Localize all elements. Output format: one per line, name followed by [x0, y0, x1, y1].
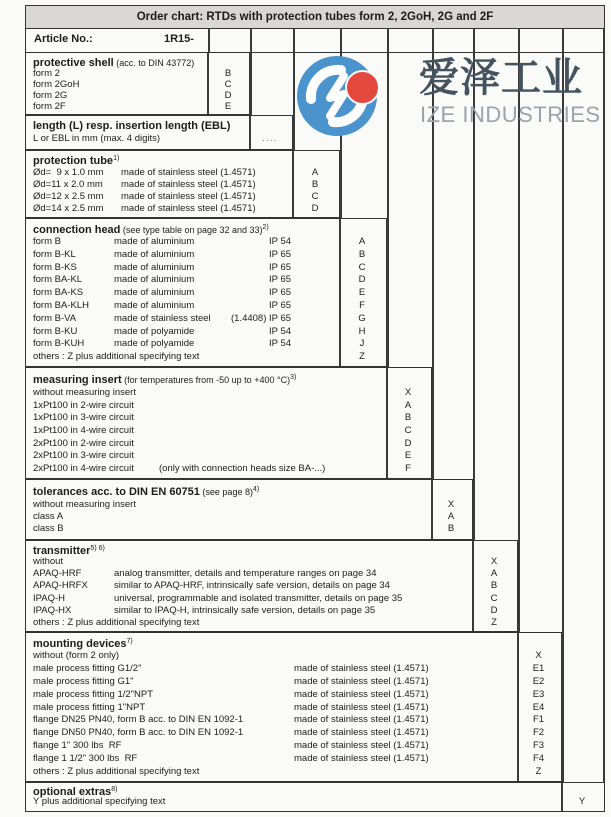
row-label: 2xPt100 in 2-wire circuit: [33, 437, 134, 449]
order-row: [26, 387, 431, 400]
grid-vline: [250, 28, 252, 115]
row-label: flange 1 1/2" 300 lbs RF: [33, 753, 138, 765]
article-no-value: 1R15-: [164, 33, 194, 45]
section-optional-extras: [25, 782, 605, 812]
order-row: [26, 313, 386, 326]
order-code: F1: [532, 714, 545, 726]
row-label: form B-KS: [33, 261, 77, 273]
row-label: male process fitting 1"NPT: [33, 701, 146, 713]
row-label: form 2G: [33, 90, 68, 101]
order-row: [26, 274, 386, 287]
section-footnote: 7): [126, 638, 133, 645]
row-ip: IP 65: [269, 274, 292, 286]
order-row: [26, 167, 339, 179]
section-protection-tube: [25, 150, 340, 218]
order-row: [26, 556, 517, 568]
order-row: [26, 249, 386, 262]
row-desc: universal, programmable and isolated transmitter, details on page 35: [114, 592, 403, 604]
grid-vline: [518, 28, 520, 632]
row-desc: made of stainless steel (1.4571): [294, 740, 429, 752]
order-row: [26, 79, 249, 90]
order-code: E: [358, 287, 366, 299]
row-label: others : Z plus additional specifying text: [33, 766, 200, 778]
section-length: [25, 115, 293, 150]
order-code: D: [311, 203, 319, 214]
order-code: E3: [532, 688, 545, 700]
order-code: Z: [535, 766, 542, 778]
order-code: D: [404, 437, 412, 449]
order-row: [26, 400, 431, 413]
order-code: B: [224, 68, 232, 79]
section-title: protective shell: [33, 57, 114, 69]
order-row: [26, 132, 292, 145]
row-label: APAQ-HRFX: [33, 580, 88, 592]
row-label: 1xPt100 in 3-wire circuit: [33, 412, 134, 424]
order-row: [26, 702, 561, 715]
row-desc: made of stainless steel (1.4571): [121, 203, 256, 214]
section-connection-head: [25, 218, 387, 367]
order-row: [26, 236, 386, 249]
section-footnote: 2): [262, 224, 269, 231]
section-mounting-devices: [25, 632, 562, 782]
section-rows: [26, 236, 386, 364]
row-desc: analog transmitter, details and temperature ranges on page 34: [114, 568, 377, 580]
order-code: B: [490, 580, 498, 592]
row-ip: IP 54: [269, 236, 292, 247]
order-row: [26, 714, 561, 727]
order-code: J: [359, 338, 365, 350]
row-desc: made of stainless steel (1.4571): [121, 191, 256, 202]
order-code: A: [490, 568, 498, 580]
section-footnote: 5) 6): [90, 545, 105, 552]
order-row: [26, 523, 472, 535]
order-row: [26, 425, 431, 438]
section-header: [26, 541, 517, 556]
order-code: A: [358, 236, 366, 247]
order-code: B: [358, 248, 366, 260]
order-code: Y: [578, 796, 586, 807]
order-code: Z: [491, 616, 497, 628]
section-title: transmitter: [33, 545, 91, 557]
row-desc: made of stainless steel (1.4571): [294, 727, 429, 739]
row-label: Ød=11 x 2.0 mm: [33, 179, 103, 190]
section-protective-shell: [25, 52, 250, 115]
row-ip: IP 65: [269, 312, 292, 324]
section-note: (for temperatures from -50 up to +400 °C): [121, 375, 291, 385]
order-row: [26, 90, 249, 101]
order-code: B: [447, 523, 455, 534]
order-code: C: [311, 191, 319, 202]
section-measuring-insert: [25, 367, 432, 479]
watermark-english-text: IZE INDUSTRIES: [420, 102, 601, 127]
order-row: [26, 796, 604, 808]
row-desc: made of aluminium: [114, 287, 195, 299]
watermark-chinese-text: 爱泽工业: [419, 56, 583, 100]
section-rows: [26, 650, 561, 779]
row-ip: IP 65: [269, 299, 292, 311]
row-label: Y plus additional specifying text: [33, 796, 166, 807]
row-extra: (1.4408): [231, 312, 267, 324]
row-label: IPAQ-HX: [33, 604, 72, 616]
row-label: form 2F: [33, 101, 66, 112]
row-label: 1xPt100 in 2-wire circuit: [33, 399, 134, 411]
section-title: tolerances acc. to DIN EN 60751: [33, 486, 200, 498]
order-code: B: [404, 412, 412, 424]
order-row: [26, 568, 517, 580]
section-rows: [26, 167, 339, 215]
ize-logo-icon: [297, 56, 377, 136]
section-rows: [26, 499, 472, 535]
order-code: X: [447, 499, 455, 510]
row-label: form B-KUH: [33, 338, 85, 350]
order-row: [26, 663, 561, 676]
section-rows: [26, 796, 604, 808]
order-code: ....: [262, 134, 278, 143]
order-code: Z: [359, 351, 365, 363]
order-code: E1: [532, 662, 545, 674]
grid-vline: [293, 28, 295, 150]
section-header: [26, 219, 386, 236]
row-desc: made of aluminium: [114, 261, 195, 273]
ize-logo-red-dot-icon: [345, 70, 380, 105]
row-label: Ød=12 x 2.5 mm: [33, 191, 104, 202]
grid-vline: [473, 28, 475, 540]
row-ip: IP 54: [269, 325, 292, 337]
row-label: Ød= 9 x 1.0 mm: [33, 167, 104, 178]
order-code: F: [359, 299, 365, 311]
grid-vline: [387, 28, 389, 367]
order-row: [26, 605, 517, 617]
section-rows: [26, 68, 249, 112]
grid-vline: [562, 28, 564, 782]
row-label: without measuring insert: [33, 387, 136, 398]
row-label: form BA-KLH: [33, 299, 89, 311]
order-row: [26, 593, 517, 605]
order-row: [26, 351, 386, 364]
order-code: A: [404, 399, 412, 411]
row-desc: made of aluminium: [114, 274, 195, 286]
section-title: measuring insert: [33, 374, 122, 386]
order-row: [26, 438, 431, 451]
row-ip: IP 65: [269, 287, 292, 299]
order-row: [26, 580, 517, 592]
grid-vline: [432, 28, 434, 479]
order-row: [26, 463, 431, 476]
order-row: [26, 753, 561, 766]
row-desc: similar to IPAQ-H, intrinsically safe version, details on page 35: [114, 604, 376, 616]
row-desc: made of stainless steel (1.4571): [294, 714, 429, 726]
row-label: without (form 2 only): [33, 650, 120, 661]
row-label: form B-KL: [33, 248, 76, 260]
section-footnote: 3): [290, 374, 297, 381]
order-row: [26, 287, 386, 300]
order-row: [26, 412, 431, 425]
row-label: class A: [33, 511, 64, 522]
row-desc: made of aluminium: [114, 248, 195, 260]
order-row: [26, 617, 517, 629]
row-ip: IP 65: [269, 248, 292, 260]
order-code: E2: [532, 675, 545, 687]
order-row: [26, 68, 249, 79]
order-code: X: [490, 556, 498, 567]
row-desc: made of aluminium: [114, 299, 195, 311]
order-code: E4: [532, 701, 545, 713]
row-label: flange DN50 PN40, form B acc. to DIN EN 1092-1: [33, 727, 244, 739]
row-label: 2xPt100 in 4-wire circuit: [33, 463, 134, 475]
order-row: [26, 203, 339, 215]
row-label: form B: [33, 236, 61, 247]
row-label: APAQ-HRF: [33, 568, 82, 580]
row-desc: made of stainless steel (1.4571): [121, 179, 256, 190]
section-header: [26, 633, 561, 650]
order-row: [26, 179, 339, 191]
section-title: optional extras: [33, 786, 112, 798]
row-label: 1xPt100 in 4-wire circuit: [33, 425, 134, 437]
section-transmitter: [25, 540, 518, 632]
section-note: (acc. to DIN 43772): [113, 58, 195, 68]
order-row: [26, 766, 561, 779]
row-desc: made of stainless steel (1.4571): [294, 753, 429, 765]
order-code: F3: [532, 740, 545, 752]
row-label: form BA-KS: [33, 287, 84, 299]
row-desc: made of aluminium: [114, 236, 195, 247]
row-label: flange 1" 300 lbs RF: [33, 740, 122, 752]
row-label: Ød=14 x 2.5 mm: [33, 203, 104, 214]
section-rows: [26, 556, 517, 629]
order-code: F: [405, 463, 411, 475]
article-no-label: Article No.:: [34, 33, 93, 45]
order-code: X: [404, 387, 412, 398]
section-title: connection head: [33, 224, 121, 236]
order-code: X: [535, 650, 542, 661]
row-desc: made of stainless steel (1.4571): [294, 701, 429, 713]
section-rows: [26, 387, 431, 476]
order-code: D: [490, 604, 498, 616]
row-desc: made of stainless steel: [114, 312, 211, 324]
row-ip: IP 54: [269, 338, 292, 350]
order-code: F4: [532, 753, 545, 765]
section-header: [26, 368, 431, 387]
grid-vline: [208, 28, 210, 52]
row-label: 2xPt100 in 3-wire circuit: [33, 450, 134, 462]
order-row: [26, 262, 386, 275]
row-label: male process fitting G1/2": [33, 662, 142, 674]
row-ip: IP 65: [269, 261, 292, 273]
order-row: [26, 650, 561, 663]
order-code: A: [311, 167, 319, 178]
section-tolerances: [25, 479, 473, 540]
row-label: IPAQ-H: [33, 592, 66, 604]
order-row: [26, 511, 472, 523]
section-note: (see type table on page 32 and 33): [120, 225, 263, 235]
row-label: form 2: [33, 68, 60, 79]
row-label: L or EBL in mm (max. 4 digits): [33, 133, 161, 144]
order-code: C: [490, 592, 498, 604]
row-label: without measuring insert: [33, 499, 136, 510]
order-row: [26, 338, 386, 351]
row-label: male process fitting 1/2"NPT: [33, 688, 154, 700]
section-title: protection tube: [33, 155, 114, 167]
order-row: [26, 191, 339, 203]
order-row: [26, 300, 386, 313]
order-code: C: [224, 79, 232, 90]
chart-title: Order chart: RTDs with protection tubes form 2, 2GoH, 2G and 2F: [136, 11, 494, 23]
order-code: G: [358, 312, 366, 324]
order-row: [26, 450, 431, 463]
row-desc: made of polyamide: [114, 338, 195, 350]
order-code: A: [447, 511, 455, 522]
row-desc: similar to APAQ-HRF, intrinsically safe version, details on page 34: [114, 580, 390, 592]
order-code: D: [224, 90, 232, 101]
order-row: [26, 499, 472, 511]
order-code: C: [404, 425, 412, 437]
row-desc: made of stainless steel (1.4571): [294, 688, 429, 700]
row-note: (only with connection heads size BA-...): [159, 463, 326, 475]
chart-title-bar: [25, 5, 605, 29]
order-code: B: [311, 179, 319, 190]
order-row: [26, 101, 249, 112]
row-label: others : Z plus additional specifying text: [33, 616, 200, 628]
section-footnote: 1): [113, 155, 120, 162]
section-header: [26, 53, 249, 68]
section-header: [26, 116, 292, 132]
order-code: D: [358, 274, 366, 286]
order-code: E: [404, 450, 412, 462]
row-label: others : Z plus additional specifying text: [33, 351, 200, 363]
section-footnote: 8): [111, 786, 118, 793]
row-label: form B-VA: [33, 312, 77, 324]
section-header: [26, 783, 604, 796]
order-code: H: [358, 325, 366, 337]
section-footnote: 4): [252, 486, 260, 493]
row-desc: made of stainless steel (1.4571): [121, 167, 256, 178]
section-header: [26, 480, 472, 499]
row-label: form BA-KL: [33, 274, 83, 286]
order-row: [26, 740, 561, 753]
row-label: class B: [33, 523, 64, 534]
order-row: [26, 676, 561, 689]
order-code: F2: [532, 727, 545, 739]
row-desc: made of polyamide: [114, 325, 195, 337]
order-row: [26, 689, 561, 702]
order-row: [26, 326, 386, 339]
grid-vline-right-border: [603, 28, 605, 782]
row-label: form B-KU: [33, 325, 78, 337]
row-desc: made of stainless steel (1.4571): [294, 675, 429, 687]
section-note: (see page 8): [199, 487, 253, 497]
order-code: E: [224, 101, 232, 112]
row-label: male process fitting G1": [33, 675, 134, 687]
row-label: form 2GoH: [33, 79, 80, 90]
order-code: C: [358, 261, 366, 273]
grid-vline: [340, 28, 342, 218]
row-label: without: [33, 556, 64, 567]
section-title: mounting devices: [33, 638, 127, 650]
section-title: length (L) resp. insertion length (EBL): [33, 120, 231, 132]
row-label: flange DN25 PN40, form B acc. to DIN EN 1092-1: [33, 714, 244, 726]
section-rows: [26, 132, 292, 145]
row-desc: made of stainless steel (1.4571): [294, 662, 429, 674]
order-row: [26, 727, 561, 740]
